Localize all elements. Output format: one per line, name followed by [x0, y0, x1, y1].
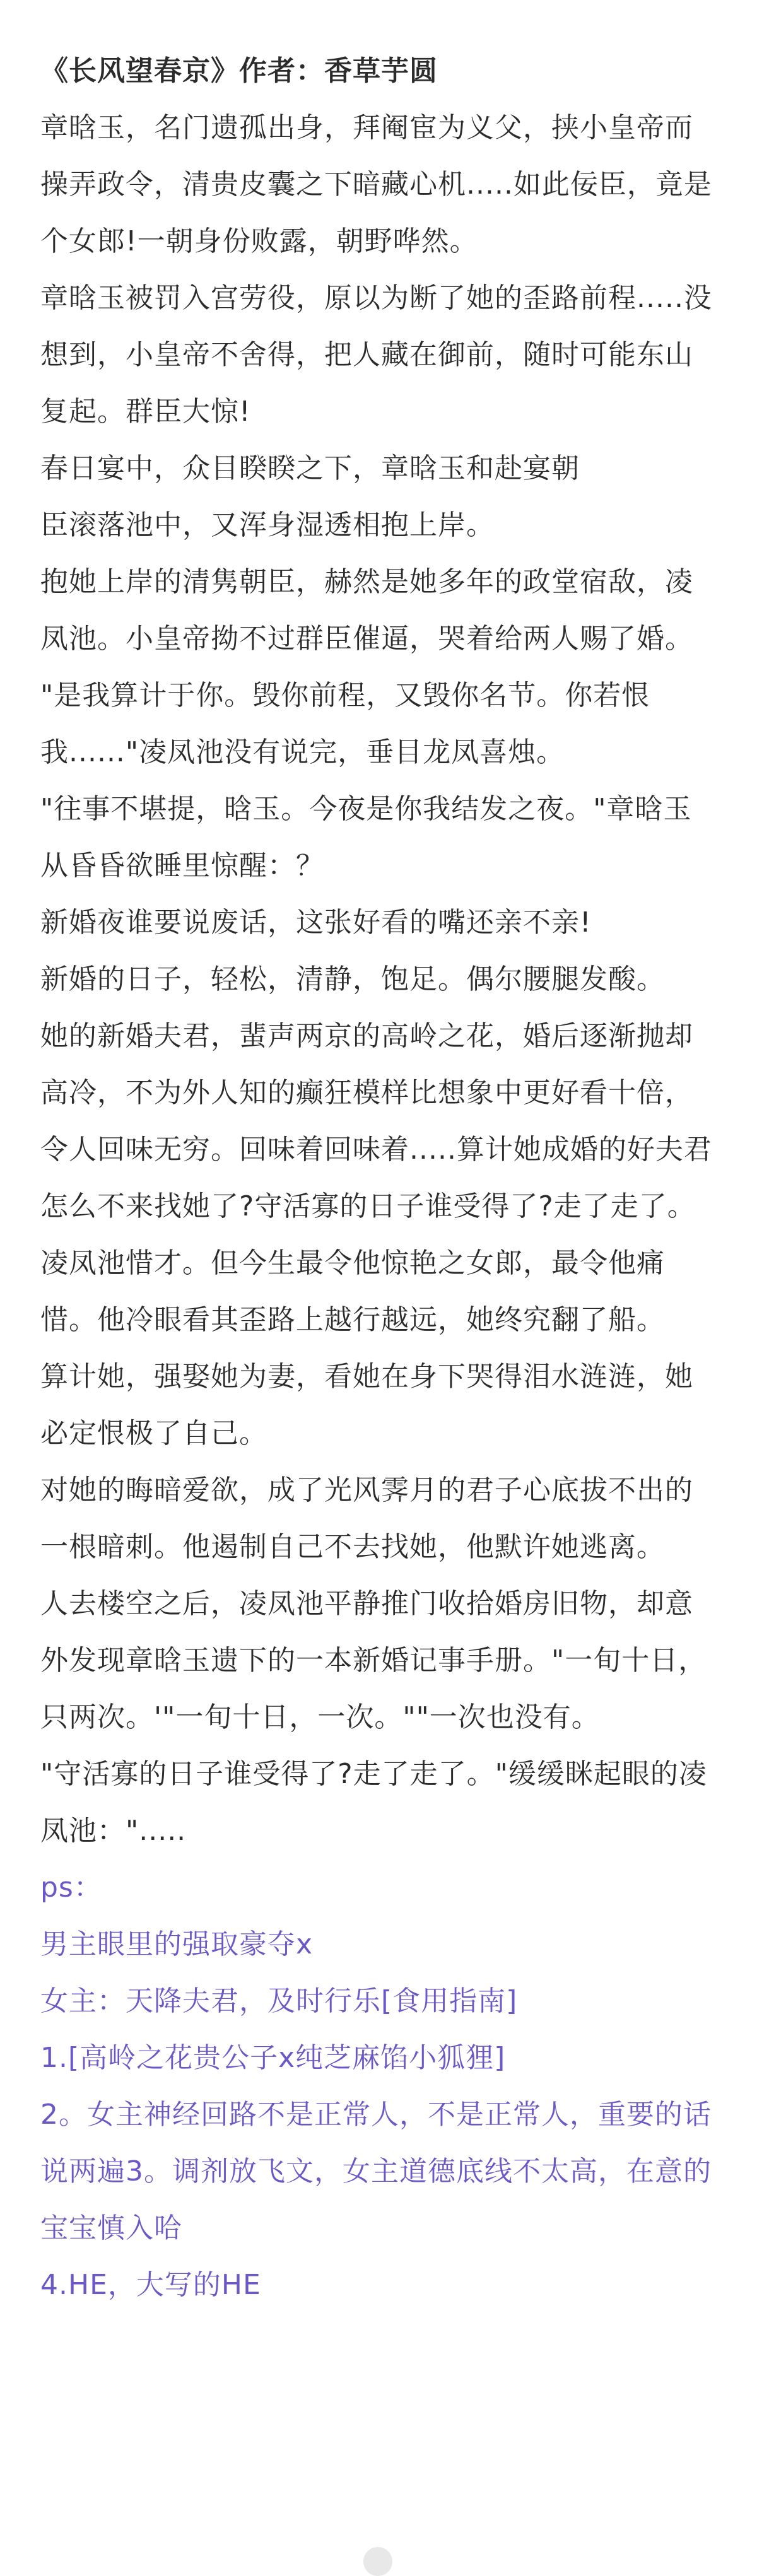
paragraph: 新婚夜谁要说废话，这张好看的嘴还亲不亲!	[40, 906, 592, 939]
paragraph: "守活寡的日子谁受得了?走了走了。"缓缓眯起眼的凌凤池：".....	[40, 1758, 707, 1847]
paragraph: 新婚的日子，轻松，清静，饱足。偶尔腰腿发酸。	[40, 963, 665, 995]
paragraph: 章晗玉，名门遗孤出身，拜阉宦为义父，挟小皇帝而操弄政令，清贵皮囊之下暗藏心机.....如此佞臣，竟是个女郎!一朝身份败露，朝野哗然。	[40, 112, 712, 257]
paragraph: 章晗玉被罚入宫劳役，原以为断了她的歪路前程.....没想到，小皇帝不舍得，把人藏在御前，随时可能东山复起。群臣大惊!	[40, 282, 712, 428]
note-line: 1.[高岭之花贵公子x纯芝麻馅小狐狸]	[40, 2042, 506, 2074]
paragraph: 对她的晦暗爱欲，成了光风霁月的君子心底拔不出的一根暗刺。他遏制自己不去找她，他默许她逃离。	[40, 1474, 693, 1563]
document-title: 《长风望春京》作者：香草芋圆	[40, 55, 438, 87]
paragraph: 她的新婚夫君，蜚声两京的高岭之花，婚后逐渐抛却高冷，不为外人知的癫狂模样比想象中更好看十倍，令人回味无穷。回味着回味着.....算计她成婚的好夫君怎么不来找她了?守活寡的日子谁受得了?走了走了。	[40, 1020, 712, 1222]
paragraph: "往事不堪提，晗玉。今夜是你我结发之夜。"章晗玉从昏昏欲睡里惊醒：？	[40, 793, 692, 882]
paragraph: 春日宴中，众目睽睽之下，章晗玉和赴宴朝	[40, 452, 580, 484]
paragraph: 人去楼空之后，凌凤池平静推门收拾婚房旧物，却意外发现章晗玉遗下的一本新婚记事手册。"一旬十日，只两次。'"一旬十日，一次。""一次也没有。	[40, 1588, 707, 1733]
paragraph: 臣滚落池中，又浑身湿透相抱上岸。	[40, 509, 495, 541]
bottom-indicator	[363, 2547, 392, 2576]
paragraph: 算计她，强娶她为妻，看她在身下哭得泪水涟涟，她必定恨极了自己。	[40, 1361, 693, 1449]
note-line: 男主眼里的强取豪夺x	[40, 1928, 314, 1960]
note-line: 4.HE，大写的HE	[40, 2269, 261, 2301]
note-line: 2。女主神经回路不是正常人，不是正常人，重要的话说两遍3。调剂放飞文，女主道德底线不太高，在意的宝宝慎入哈	[40, 2099, 712, 2244]
paragraph: "是我算计于你。毁你前程，又毁你名节。你若恨我......"凌凤池没有说完，垂目龙凤喜烛。	[40, 679, 650, 768]
note-line: 女主：天降夫君，及时行乐[食用指南]	[40, 1985, 518, 2017]
note-line: ps：	[40, 1871, 102, 1904]
paragraph: 抱她上岸的清隽朝臣，赫然是她多年的政堂宿敌，凌凤池。小皇帝拗不过群臣催逼，哭着给两人赐了婚。	[40, 566, 693, 655]
paragraph: 凌凤池惜才。但今生最令他惊艳之女郎，最令他痛惜。他冷眼看其歪路上越行越远，她终究翻了船。	[40, 1247, 665, 1336]
